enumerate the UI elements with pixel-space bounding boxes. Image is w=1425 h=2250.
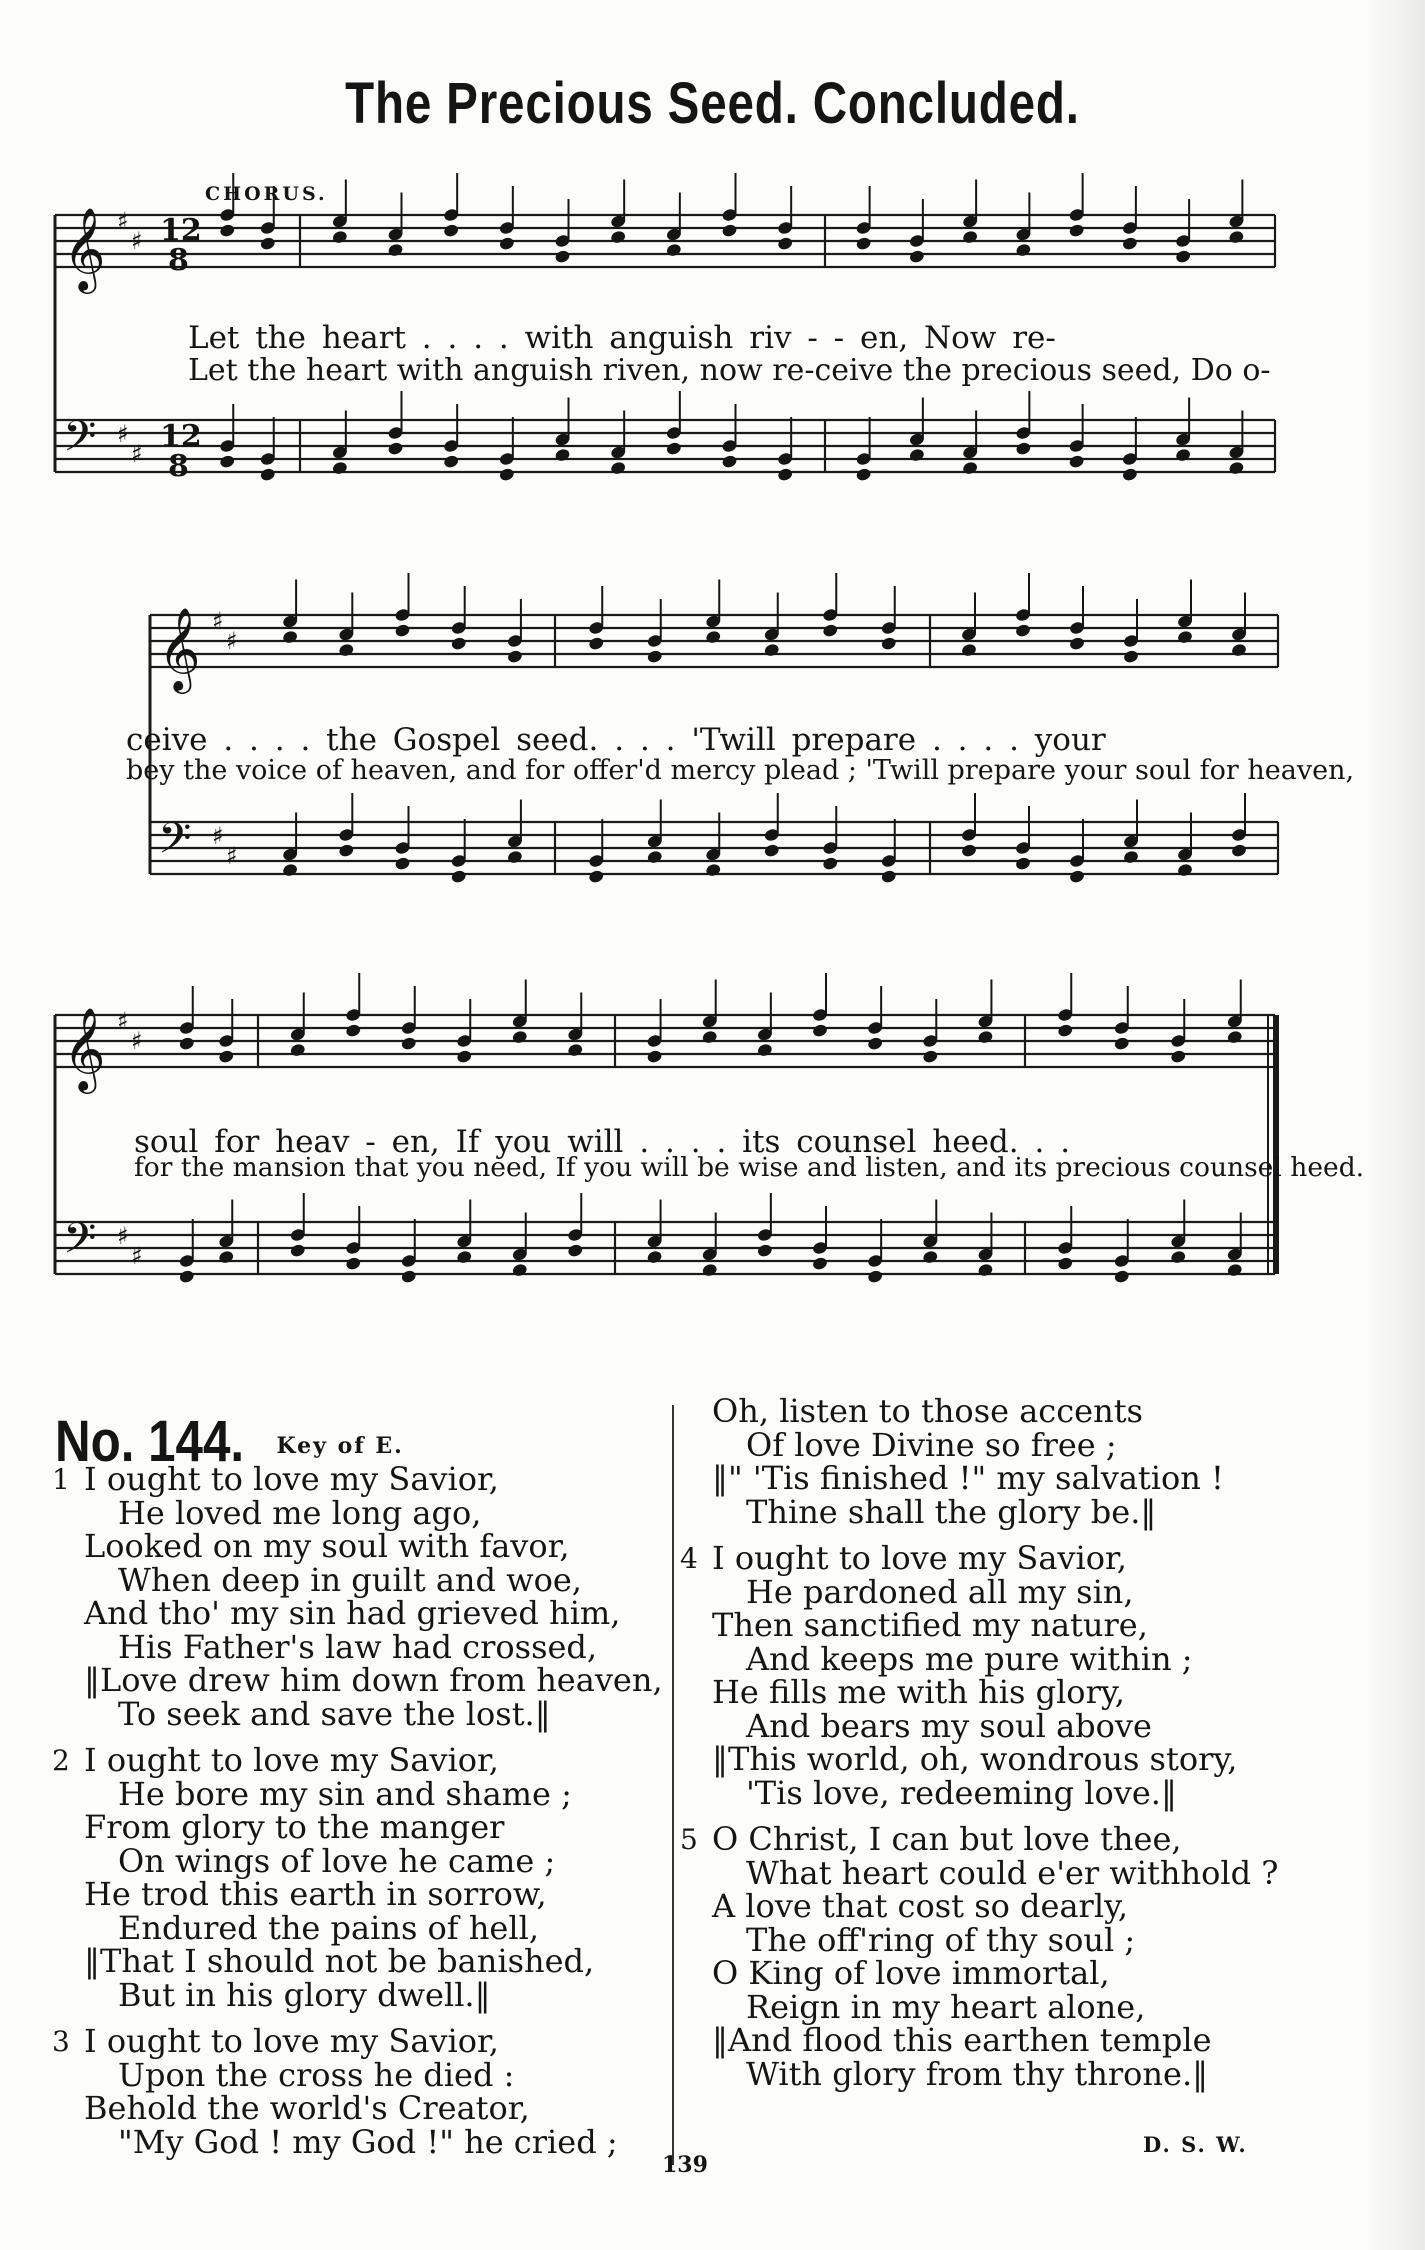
note-head: [1113, 1269, 1130, 1284]
note-head: [1057, 1256, 1074, 1271]
note-head: [219, 223, 236, 238]
verse-line: The off'ring of thy soul ;: [746, 1920, 1136, 1959]
verse-line: I ought to love my Savior,: [84, 2022, 499, 2060]
note-head: [962, 230, 979, 245]
sharp-icon: ♯: [117, 207, 129, 235]
note-head: [1015, 623, 1032, 638]
note-head: [646, 1049, 663, 1064]
verse-line: Upon the cross he died :: [118, 2055, 515, 2094]
note-head: [1069, 636, 1086, 651]
note-head: [665, 441, 682, 456]
bass-clef-icon: 𝄢: [63, 412, 97, 472]
note-head: [705, 863, 722, 878]
note-head: [1123, 649, 1140, 664]
verse-line: To seek and save the lost.‖: [118, 1694, 551, 1733]
note-head: [506, 850, 523, 865]
verse-line: I ought to love my Savior,: [712, 1539, 1127, 1577]
note-head: [450, 636, 467, 651]
note-head: [1231, 843, 1248, 858]
note-head: [1170, 1049, 1187, 1064]
note-head: [880, 636, 897, 651]
note-head: [908, 249, 925, 264]
verse: [52, 1460, 672, 1733]
note-head: [178, 1036, 195, 1051]
verse-line: Endured the pains of hell,: [118, 1908, 539, 1947]
note-head: [282, 630, 299, 645]
note-head: [259, 467, 276, 482]
note-head: [218, 1049, 235, 1064]
verse-line: Oh, listen to those accents: [712, 1392, 1143, 1430]
note-head: [1068, 454, 1085, 469]
verse-line: What heart could e'er withhold ?: [746, 1853, 1279, 1892]
note-head: [554, 448, 571, 463]
note-head: [763, 843, 780, 858]
time-signature-bottom: 8: [168, 449, 189, 484]
verse-line: ‖This world, oh, wondrous story,: [712, 1740, 1238, 1778]
note-head: [511, 1030, 528, 1045]
note-head: [977, 1263, 994, 1278]
sharp-icon: ♯: [226, 627, 238, 655]
hymn-key: Key of E.: [276, 1433, 404, 1459]
chorus-label: CHORUS.: [205, 183, 328, 205]
note-head: [646, 850, 663, 865]
note-head: [1228, 461, 1245, 476]
note-head: [1121, 236, 1138, 251]
time-signature-top: 12: [160, 213, 202, 248]
sharp-icon: ♯: [117, 1222, 129, 1250]
note-head: [1015, 243, 1032, 258]
note-head: [1121, 467, 1138, 482]
note-head: [219, 454, 236, 469]
verse-line: I ought to love my Savior,: [84, 1741, 499, 1779]
note-head: [822, 856, 839, 871]
verse-line: ‖And flood this earthen temple: [712, 2021, 1212, 2059]
note-head: [610, 461, 627, 476]
verse-line: I ought to love my Savior,: [84, 1460, 499, 1498]
note-head: [338, 643, 355, 658]
note-head: [506, 649, 523, 664]
note-head: [400, 1269, 417, 1284]
note-head: [812, 1256, 829, 1271]
sharp-icon: ♯: [131, 1242, 143, 1270]
note-head: [1177, 630, 1194, 645]
verse-line: Of love Divine so free ;: [746, 1425, 1117, 1464]
verse-line: On wings of love he came ;: [118, 1841, 556, 1880]
verse-line: With glory from thy throne.‖: [746, 2054, 1209, 2093]
verse-line: He trod this earth in sorrow,: [84, 1875, 547, 1913]
note-head: [701, 1263, 718, 1278]
verse-number: 1: [52, 1463, 70, 1496]
note-head: [961, 843, 978, 858]
verse-number: 3: [52, 2025, 70, 2058]
column-divider: [672, 1405, 674, 2165]
note-head: [646, 1250, 663, 1265]
note-head: [1123, 850, 1140, 865]
system-3-lyric-bottom: for the mansion that you need, If you will be wise and listen, and its precious counsel heed.: [134, 1152, 1365, 1183]
verse-number: 2: [52, 1744, 70, 1777]
note-head: [331, 230, 348, 245]
verse-number: 5: [680, 1823, 698, 1856]
verse-line: O Christ, I can but love thee,: [712, 1820, 1182, 1858]
note-head: [646, 649, 663, 664]
verse-line: O King of love immortal,: [712, 1954, 1110, 1992]
note-head: [282, 863, 299, 878]
note-head: [822, 623, 839, 638]
note-head: [867, 1269, 884, 1284]
sharp-icon: ♯: [117, 420, 129, 448]
note-head: [1069, 869, 1086, 884]
note-head: [387, 243, 404, 258]
note-head: [289, 1043, 306, 1058]
verse-line: He bore my sin and shame ;: [118, 1774, 572, 1813]
treble-clef-icon: 𝄞: [63, 206, 106, 290]
verse-number: 4: [680, 1542, 698, 1575]
note-head: [756, 1243, 773, 1258]
sharp-icon: ♯: [212, 607, 224, 635]
verse: [680, 1392, 1380, 1531]
verse-line: ‖That I should not be banished,: [84, 1942, 595, 1980]
treble-clef-icon: 𝄞: [158, 606, 201, 690]
note-head: [345, 1023, 362, 1038]
note-head: [1226, 1030, 1243, 1045]
note-head: [456, 1049, 473, 1064]
verse-line: He pardoned all my sin,: [746, 1572, 1134, 1611]
note-head: [962, 461, 979, 476]
bass-clef-icon: 𝄢: [63, 1214, 97, 1274]
verse-line: But in his glory dwell.‖: [118, 1975, 491, 2014]
hymn-number: No. 144.: [55, 1409, 245, 1474]
note-head: [178, 1269, 195, 1284]
verse-line: Reign in my heart alone,: [746, 1987, 1146, 2026]
note-head: [394, 623, 411, 638]
note-head: [977, 1030, 994, 1045]
verse: [52, 1741, 672, 2014]
note-head: [1175, 448, 1192, 463]
note-head: [588, 869, 605, 884]
note-head: [1226, 1263, 1243, 1278]
note-head: [259, 236, 276, 251]
note-head: [855, 467, 872, 482]
sharp-icon: ♯: [131, 440, 143, 468]
note-head: [345, 1256, 362, 1271]
page-number: 139: [662, 2152, 708, 2178]
note-head: [1068, 223, 1085, 238]
note-head: [387, 441, 404, 456]
note-head: [777, 236, 794, 251]
note-head: [1177, 863, 1194, 878]
note-head: [443, 223, 460, 238]
note-head: [1170, 1250, 1187, 1265]
verse-line: Looked on my soul with favor,: [84, 1527, 570, 1565]
verse: [52, 2022, 672, 2161]
note-head: [908, 448, 925, 463]
note-head: [777, 467, 794, 482]
verse-line: 'Tis love, redeeming love.‖: [746, 1773, 1177, 1812]
verse-line: Behold the world's Creator,: [84, 2089, 530, 2127]
note-head: [450, 869, 467, 884]
note-head: [1057, 1023, 1074, 1038]
note-head: [567, 1043, 584, 1058]
note-head: [1015, 856, 1032, 871]
note-head: [1113, 1036, 1130, 1051]
note-head: [721, 223, 738, 238]
note-head: [610, 230, 627, 245]
note-head: [443, 454, 460, 469]
sharp-icon: ♯: [117, 1007, 129, 1035]
verse-line: From glory to the manger: [84, 1808, 505, 1846]
note-head: [511, 1263, 528, 1278]
verse-line: Then sanctified my nature,: [712, 1606, 1148, 1644]
note-head: [867, 1036, 884, 1051]
verse-line: And tho' my sin had grieved him,: [84, 1594, 621, 1632]
system-3-lyric-top: soul for heav - en, If you will . . . . its counsel heed. . .: [134, 1124, 1071, 1160]
note-head: [922, 1250, 939, 1265]
note-head: [498, 467, 515, 482]
note-head: [588, 636, 605, 651]
sharp-icon: ♯: [131, 1027, 143, 1055]
hymn-author: D. S. W.: [1143, 2132, 1248, 2157]
note-head: [763, 643, 780, 658]
note-head: [289, 1243, 306, 1258]
verse-line: ‖" 'Tis finished !" my salvation !: [712, 1459, 1224, 1497]
verse: [680, 1539, 1380, 1812]
time-signature-top: 12: [160, 419, 202, 454]
verse-line: When deep in guilt and woe,: [118, 1560, 582, 1599]
verse-line: He loved me long ago,: [118, 1493, 482, 1532]
note-head: [880, 869, 897, 884]
page-title: The Precious Seed. Concluded.: [345, 71, 1080, 136]
system-1-lyric-top: Let the heart . . . . with anguish riv - - en, Now re-: [188, 320, 1056, 356]
note-head: [338, 843, 355, 858]
system-1-lyric-bottom: Let the heart with anguish riven, now re-ceive the precious seed, Do o-: [188, 353, 1271, 388]
verse-line: "My God ! my God !" he cried ;: [118, 2122, 618, 2161]
system-2-lyric-bottom: bey the voice of heaven, and for offer'd mercy plead ; 'Twill prepare your soul for heaven,: [126, 755, 1355, 786]
bass-clef-icon: 𝄢: [158, 814, 192, 874]
verse-line: His Father's law had crossed,: [118, 1627, 598, 1666]
note-head: [1231, 643, 1248, 658]
note-head: [218, 1250, 235, 1265]
verse-line: ‖Love drew him down from heaven,: [84, 1661, 663, 1699]
note-head: [1015, 441, 1032, 456]
note-head: [456, 1250, 473, 1265]
note-head: [554, 249, 571, 264]
sharp-icon: ♯: [226, 842, 238, 870]
note-head: [922, 1049, 939, 1064]
note-head: [331, 461, 348, 476]
hymn-left-column: [52, 1460, 672, 2172]
verse-line: Thine shall the glory be.‖: [746, 1492, 1157, 1531]
verse-line: And keeps me pure within ;: [746, 1639, 1193, 1678]
sharp-icon: ♯: [131, 227, 143, 255]
note-head: [665, 243, 682, 258]
note-head: [855, 236, 872, 251]
treble-clef-icon: 𝄞: [63, 1006, 106, 1090]
note-head: [1175, 249, 1192, 264]
note-head: [961, 643, 978, 658]
system-2-lyric-top: ceive . . . . the Gospel seed. . . . 'Twill prepare . . . . your: [126, 722, 1106, 758]
note-head: [498, 236, 515, 251]
note-head: [400, 1036, 417, 1051]
time-signature-bottom: 8: [168, 243, 189, 278]
sharp-icon: ♯: [212, 822, 224, 850]
note-head: [701, 1030, 718, 1045]
note-head: [394, 856, 411, 871]
note-head: [705, 630, 722, 645]
note-head: [567, 1243, 584, 1258]
hymn-right-column: [680, 1392, 1380, 2104]
note-head: [721, 454, 738, 469]
note-head: [812, 1023, 829, 1038]
verse-line: A love that cost so dearly,: [712, 1887, 1129, 1925]
verse-line: And bears my soul above: [746, 1706, 1152, 1745]
verse-line: He fills me with his glory,: [712, 1673, 1125, 1711]
note-head: [756, 1043, 773, 1058]
verse: [680, 1820, 1380, 2093]
note-head: [1228, 230, 1245, 245]
